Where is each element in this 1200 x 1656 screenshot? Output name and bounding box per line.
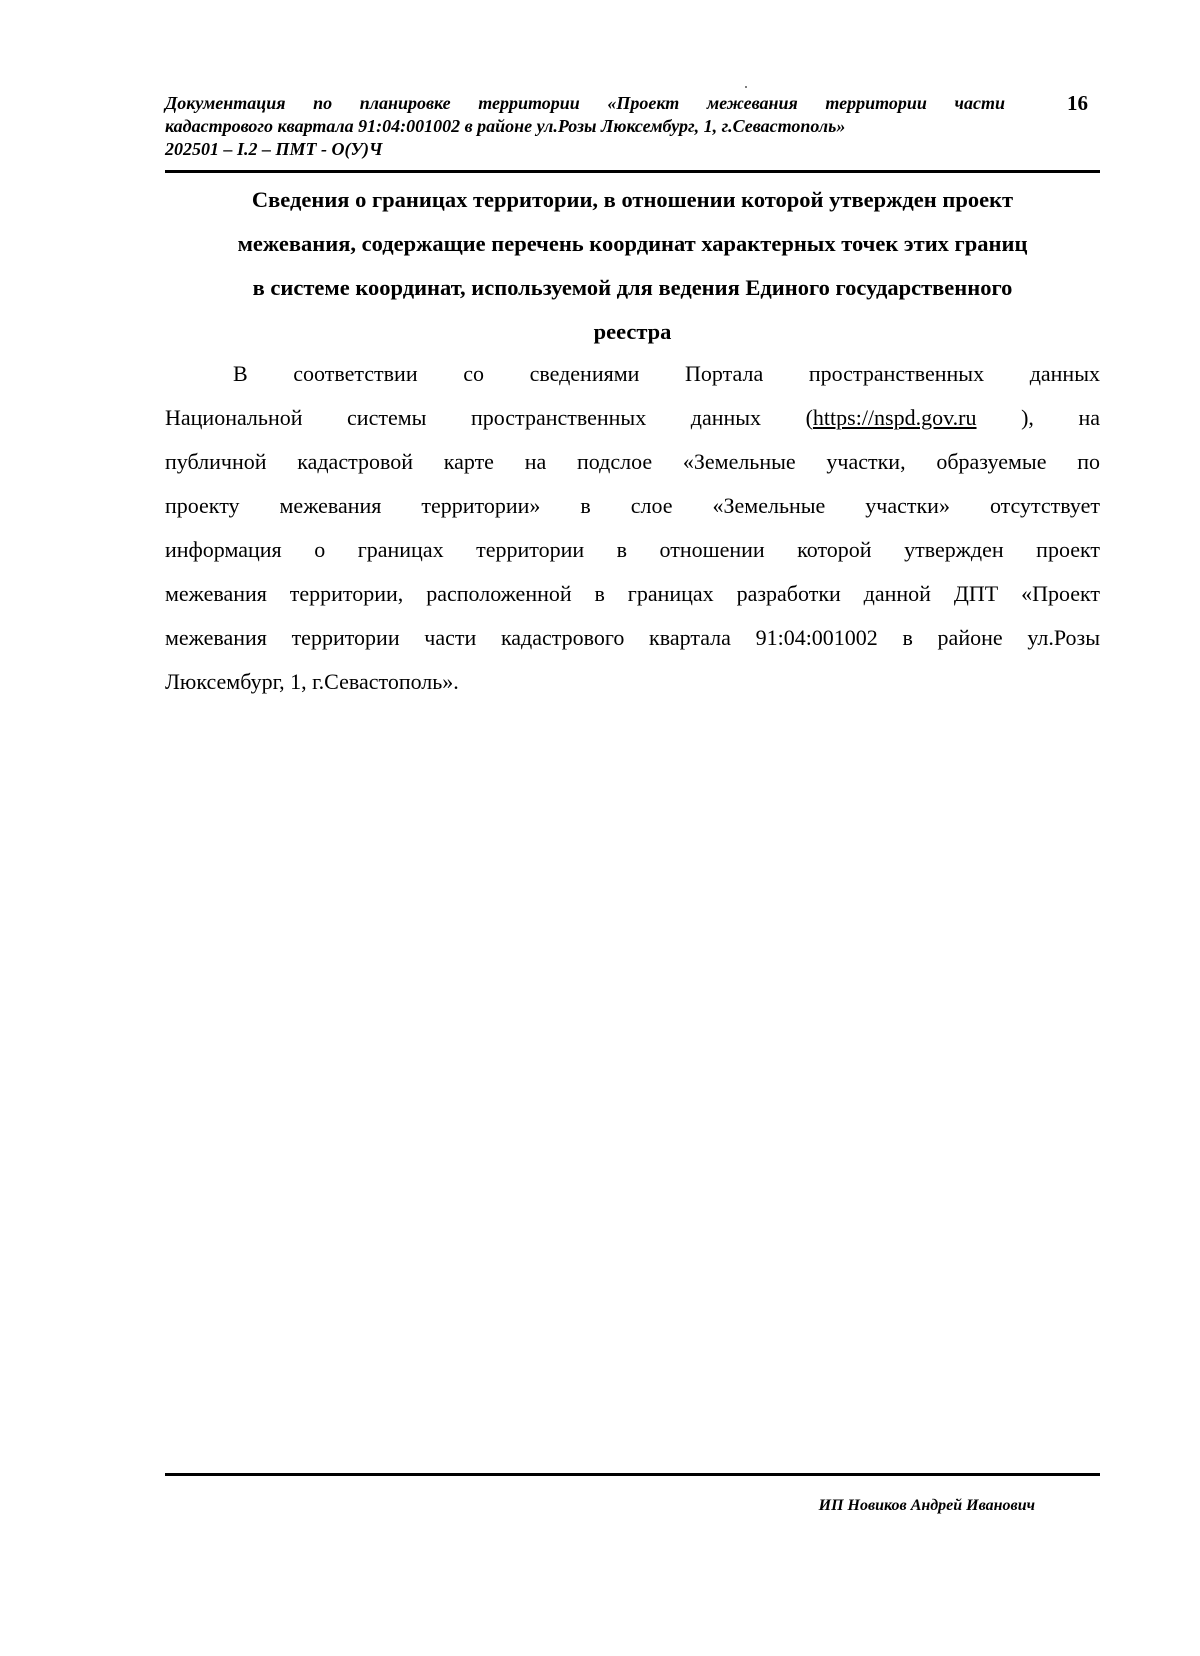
body-line-5: информация о границах территории в отношении которой утвержден проект <box>165 537 1100 562</box>
section-title-line-2: межевания, содержащие перечень координат характерных точек этих границ <box>237 231 1028 256</box>
scan-speck <box>745 86 747 88</box>
body-line-2-start: Национальной системы пространственных данных ( <box>165 405 813 430</box>
page-number: 16 <box>1067 91 1088 115</box>
nspd-link[interactable]: https://nspd.gov.ru <box>812 405 977 430</box>
body-line-4: проекту межевания территории» в слое «Земельные участки» отсутствует <box>165 493 1100 518</box>
footer-divider <box>165 1473 1100 1476</box>
header-line-2: кадастрового квартала 91:04:001002 в районе ул.Розы Люксембург, 1, г.Севастополь» <box>165 116 846 136</box>
body-line-3: публичной кадастровой карте на подслое «Земельные участки, образуемые по <box>165 449 1100 474</box>
body-line-1: В соответствии со сведениями Портала пространственных данных <box>233 361 1100 386</box>
header-line-1: Документация по планировке территории «Проект межевания территории части <box>165 93 1005 113</box>
section-title-line-1: Сведения о границах территории, в отношении которой утвержден проект <box>251 187 1014 212</box>
section-title-line-4: реестра <box>593 319 672 344</box>
body-line-2-end: ), на <box>976 405 1100 430</box>
section-title-line-3: в системе координат, используемой для ведения Единого государственного <box>252 275 1013 300</box>
body-paragraph <box>165 352 1100 704</box>
running-header <box>165 92 1005 161</box>
footer-author: ИП Новиков Андрей Иванович <box>818 1497 1035 1514</box>
body-line-8: Люксембург, 1, г.Севастополь». <box>165 669 459 694</box>
body-line-6: межевания территории, расположенной в границах разработки данной ДПТ «Проект <box>165 581 1100 606</box>
body-line-7: межевания территории части кадастрового квартала 91:04:001002 в районе ул.Розы <box>165 625 1100 650</box>
section-title <box>165 178 1100 354</box>
body-line-2 <box>165 396 1100 440</box>
header-line-3: 202501 – I.2 – ПМТ - О(У)Ч <box>165 139 383 159</box>
header-divider <box>165 170 1100 173</box>
